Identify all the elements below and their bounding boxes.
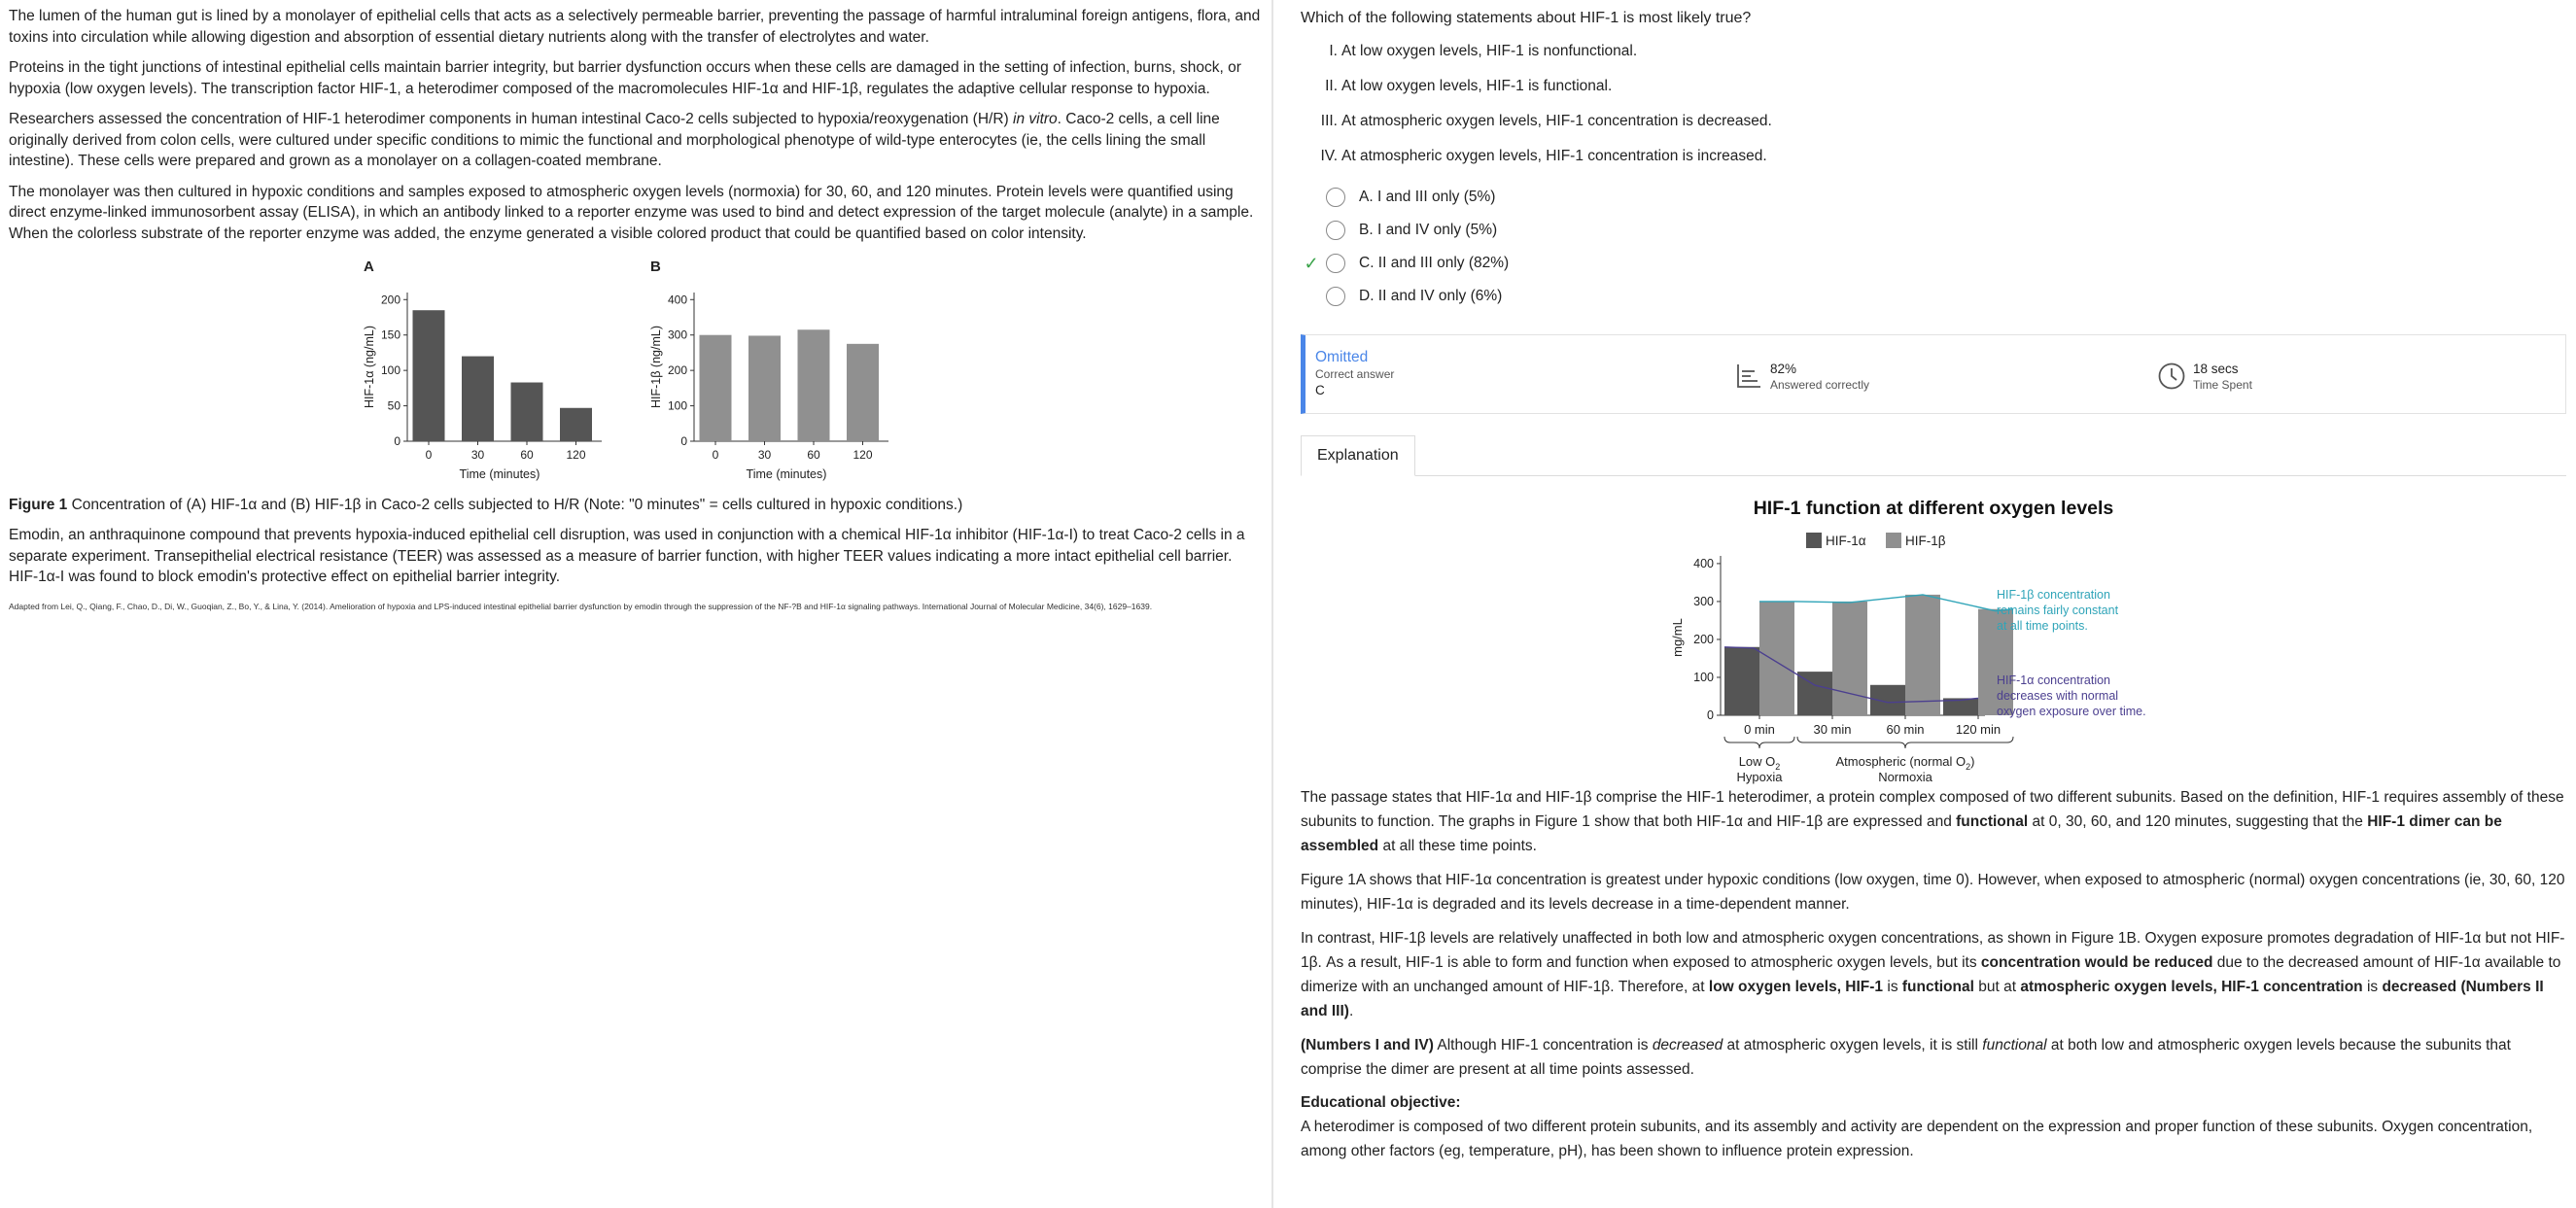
- omitted-status: Omitted: [1315, 349, 1369, 365]
- answer-choices: [1301, 181, 2566, 313]
- bar-hif1-alpha: [1724, 647, 1759, 715]
- educational-objective-text: A heterodimer is composed of two different protein subunits, and its assembly and activity are dependent on the expression and proper function of these subunits. Oxygen concentration, among other factors (eg, temperature, pH), has been shown to influence protein expression.: [1301, 1119, 2533, 1159]
- y-tick-label: 100: [667, 398, 687, 413]
- question-pane[interactable]: [1273, 0, 2576, 1208]
- group-label-normoxia-o2: Atmospheric (normal $O_2$): [1835, 754, 1975, 772]
- y-tick-label: 200: [1693, 632, 1714, 646]
- passage-text: Researchers assessed the concentration of HIF-1 heterodimer components in human intestinal Caco-2 cells subjected to hypoxia/reoxygenation (H/R): [9, 111, 1013, 127]
- bar: [847, 344, 879, 441]
- y-axis-label: HIF-1β (ng/mL): [649, 326, 663, 408]
- explanation-text: at 0, 30, 60, and 120 minutes, suggesting that the: [2028, 813, 2368, 830]
- bar-chart-icon: [1733, 361, 1764, 392]
- statement-number: IV.: [1320, 148, 1338, 164]
- checkmark-icon: ✓: [1304, 254, 1319, 273]
- group-label-normoxia: Normoxia: [1878, 770, 1932, 784]
- x-tick-label: 0: [425, 448, 433, 462]
- answer-choice-b[interactable]: [1301, 214, 2566, 247]
- passage-paragraph-4: The monolayer was then cultured in hypoxic conditions and samples exposed to atmospheric oxygen levels (normoxia) for 30, 60, and 120 minutes. Protein levels were quantified using direct enzyme-linked immunosorbent assay (ELISA), in which an antibody linked to a reporter enzyme was used to bind and detect expression of the target molecule (analyte) in a sample. When the colorless substrate of the reporter enzyme was added, the enzyme generated a visible colored product that could be quantified based on color intensity.: [9, 183, 1254, 242]
- question-stem: Which of the following statements about HIF-1 is most likely true?: [1301, 10, 1752, 26]
- explanation-text: is: [2362, 979, 2383, 995]
- statement-number: III.: [1320, 113, 1338, 129]
- time-spent-label: Time Spent: [2193, 378, 2252, 392]
- tab-bar: [1301, 433, 2566, 476]
- explanation-text: due to the decreased amount of HIF-1α available to dimerize with an unchanged amount of HIF-1β. Therefore, at: [1301, 954, 2561, 995]
- legend-label: HIF-1β: [1905, 534, 1946, 548]
- educational-objective-title: Educational objective:: [1301, 1094, 1461, 1111]
- beta-annotation-line: remains fairly constant: [1997, 604, 2119, 617]
- hypoxia-bracket: [1724, 737, 1794, 748]
- y-tick-label: 200: [380, 293, 400, 307]
- x-tick-label: 60 min: [1886, 722, 1925, 737]
- correct-mark-placeholder: [1301, 221, 1322, 240]
- legend-swatch: [1886, 533, 1901, 548]
- figure-caption-text: Concentration of (A) HIF-1α and (B) HIF-1β in Caco-2 cells subjected to H/R (Note: "0 minutes" = cells cultured in hypoxic conditions.): [67, 497, 963, 513]
- explanation-bold: decreased (Numbers II and III): [1301, 979, 2544, 1019]
- explanation-paragraph-4: [1301, 1033, 2569, 1082]
- statement-number: II.: [1325, 78, 1338, 94]
- explanation-text: .: [1348, 1003, 1354, 1019]
- explanation-text: is: [1883, 979, 1902, 995]
- passage-pane[interactable]: [0, 0, 1271, 1208]
- explanation-chart: [1301, 494, 2566, 785]
- explanation-paragraph-2: Figure 1A shows that HIF-1α concentration is greatest under hypoxic conditions (low oxygen, time 0). However, when exposed to atmospheric (normal) oxygen concentrations (ie, 30, 60, 120 minutes), HIF-1α is degraded and its levels decrease in a time-dependent manner.: [1301, 872, 2565, 913]
- answer-choice-a[interactable]: [1301, 181, 2566, 214]
- explanation-text: In contrast, HIF-1β levels are relatively unaffected in both low and atmospheric oxygen concentrations, as shown in Figure 1B. Oxygen exposure promotes degradation of HIF-1α but not HIF-1β. As a result, HIF-1 is able to form and function when exposed to atmospheric oxygen levels, but its: [1301, 930, 2565, 971]
- y-tick-label: 400: [667, 293, 687, 307]
- explanation-bold: (Numbers I and IV): [1301, 1037, 1434, 1053]
- statement-text: At atmospheric oxygen levels, HIF-1 concentration is increased.: [1341, 148, 1767, 164]
- explanation-text: at both low and atmospheric oxygen levels because the subunits that comprise the dimer are present at all time points assessed.: [1301, 1037, 2511, 1078]
- explanation-bold: functional: [1901, 979, 1974, 995]
- alpha-annotation-line: HIF-1α concentration: [1997, 673, 2110, 687]
- copyright-label: [1672, 784, 1714, 785]
- y-tick-label: 0: [680, 434, 687, 448]
- explanation-bold: functional: [1956, 813, 2029, 830]
- y-tick-label: 400: [1693, 556, 1714, 570]
- x-tick-label: 30 min: [1813, 722, 1852, 737]
- panel-letter: A: [364, 259, 374, 275]
- percent-correct-stat: [1733, 361, 1869, 438]
- explanation-bold: low oxygen levels, HIF-1: [1708, 979, 1884, 995]
- x-tick-label: 0 min: [1744, 722, 1775, 737]
- answer-choice-d[interactable]: [1301, 280, 2566, 313]
- correct-mark-placeholder: [1301, 287, 1322, 306]
- bar: [748, 335, 781, 441]
- explanation-bold: atmospheric oxygen levels, HIF-1 concentration: [2020, 979, 2363, 995]
- group-label-hypoxia: Hypoxia: [1736, 770, 1783, 784]
- passage-paragraph-1: The lumen of the human gut is lined by a monolayer of epithelial cells that acts as a selectively permeable barrier, preventing the passage of harmful intraluminal foreign antigens, flora, and toxins into circulation while allowing digestion and absorption of essential dietary nutrients along with the transfer of electrolytes and water.: [9, 8, 1261, 46]
- alpha-annotation-line: oxygen exposure over time.: [1997, 705, 2146, 718]
- explanation-text: at all these time points.: [1378, 838, 1537, 854]
- y-axis-label: mg/mL: [1670, 618, 1685, 657]
- explanation-italic: decreased: [1652, 1037, 1723, 1053]
- answer-stats-bar: [1301, 334, 2566, 414]
- bar: [462, 357, 494, 441]
- x-tick-label: 60: [807, 448, 820, 462]
- tab-explanation[interactable]: Explanation: [1301, 435, 1415, 476]
- bar-hif1-beta: [1905, 595, 1940, 715]
- figure-caption-label: Figure 1: [9, 497, 68, 513]
- passage-paragraph-3: [9, 109, 1264, 172]
- statement-text: At atmospheric oxygen levels, HIF-1 concentration is decreased.: [1341, 113, 1772, 129]
- panel-letter: B: [650, 259, 661, 275]
- time-spent-stat: [2156, 361, 2252, 438]
- x-tick-label: 0: [712, 448, 719, 462]
- answer-choice-label: B. I and IV only (5%): [1359, 222, 1498, 238]
- omitted-stat: [1315, 349, 1394, 427]
- bar: [511, 383, 543, 441]
- legend-swatch: [1806, 533, 1822, 548]
- bar: [798, 329, 830, 441]
- x-tick-label: 30: [470, 448, 485, 462]
- y-tick-label: 100: [1693, 670, 1714, 684]
- citation: Adapted from Lei, Q., Qiang, F., Chao, D., Di, W., Guoqian, Z., Bo, Y., & Lina, Y. (2014). Amelioration of hypoxia and LPS-induced intestinal epithelial barrier dysfunction by emodin through the suppression of the NF-?B and HIF-1α signaling pathways. International Journal of Molecular Medicine, 34(6), 1629–1639.: [9, 601, 1153, 611]
- figure-1: [9, 254, 1271, 487]
- figure-1-charts: [9, 254, 981, 487]
- x-tick-label: 30: [757, 448, 772, 462]
- radio-button[interactable]: [1326, 287, 1345, 306]
- x-axis-label: Time (minutes): [746, 467, 827, 481]
- correct-mark-placeholder: [1301, 188, 1322, 207]
- answer-choice-label: A. I and III only (5%): [1359, 189, 1496, 205]
- explanation-bold: concentration would be reduced: [1980, 954, 2213, 971]
- explanation-text: Although HIF-1 concentration is: [1433, 1037, 1653, 1053]
- statement-item: [1301, 111, 2566, 132]
- bar: [413, 310, 445, 441]
- beta-annotation-line: at all time points.: [1997, 619, 2088, 633]
- clock-icon: [2156, 361, 2187, 392]
- time-spent-value: 18 secs: [2193, 362, 2239, 376]
- y-tick-label: 300: [667, 328, 687, 342]
- y-tick-label: 200: [667, 363, 687, 378]
- x-tick-label: 120: [853, 448, 873, 462]
- y-axis-label: HIF-1α (ng/mL): [363, 325, 376, 409]
- statement-number: I.: [1329, 43, 1338, 59]
- y-tick-label: 300: [1693, 594, 1714, 608]
- x-axis-label: Time (minutes): [459, 467, 540, 481]
- passage-text: . Caco-2 cells, a cell line originally derived from colon cells, were cultured under specific conditions to mimic the functional and morphological phenotype of wild-type enterocytes (ie, the cells lining the small intestine). These cells were prepared and grown as a monolayer on a collagen-coated membrane.: [9, 111, 1220, 169]
- percent-correct-label: Answered correctly: [1770, 378, 1870, 392]
- radio-button[interactable]: [1326, 188, 1345, 207]
- bar: [700, 335, 732, 441]
- passage-italic-text: in vitro: [1013, 111, 1058, 127]
- statement-item: [1301, 76, 2566, 97]
- statement-text: At low oxygen levels, HIF-1 is functional.: [1341, 78, 1613, 94]
- statement-item: [1301, 146, 2566, 167]
- radio-button[interactable]: [1326, 254, 1345, 273]
- explanation-bold: HIF-1 dimer can be assembled: [1301, 813, 2502, 854]
- answer-choice-label: D. II and IV only (6%): [1359, 288, 1503, 304]
- hif1-beta-trend-line: [1759, 595, 2013, 611]
- answer-choice-c[interactable]: [1301, 247, 2566, 280]
- normoxia-bracket: [1797, 737, 2013, 748]
- explanation-paragraph-1: [1301, 785, 2569, 858]
- y-tick-label: 0: [1707, 708, 1714, 722]
- alpha-annotation-line: decreases with normal: [1997, 689, 2119, 703]
- explanation-italic: functional: [1982, 1037, 2047, 1053]
- x-tick-label: 60: [520, 448, 534, 462]
- statement-list: [1301, 41, 2566, 167]
- y-tick-label: 0: [394, 434, 400, 448]
- bar-hif1-beta: [1832, 602, 1867, 715]
- figure-caption: [9, 495, 1264, 515]
- explanation-paragraph-3: [1301, 926, 2569, 1023]
- explanation-text: at atmospheric oxygen levels, it is still: [1723, 1037, 1983, 1053]
- group-label-hypoxia-o2: Low $O_2$: [1738, 754, 1781, 772]
- radio-button[interactable]: [1326, 221, 1345, 240]
- chart-title: HIF-1 function at different oxygen levels: [1753, 498, 2114, 519]
- correct-answer-label: Correct answer: [1315, 367, 1395, 381]
- x-tick-label: 120 min: [1955, 722, 2002, 737]
- statement-item: [1301, 41, 2566, 62]
- passage-paragraph-5: Emodin, an anthraquinone compound that prevents hypoxia-induced epithelial cell disruption, was used in conjunction with a chemical HIF-1α inhibitor (HIF-1α-I) to treat Caco-2 cells in a separate experiment. Transepithelial electrical resistance (TEER) was assessed as a measure of barrier function, with higher TEER values indicating a more intact epithelial cell barrier. HIF-1α-I was found to block emodin's protective effect on epithelial barrier integrity.: [9, 527, 1245, 585]
- percent-correct-value: 82%: [1770, 362, 1797, 376]
- bar-hif1-beta: [1759, 602, 1794, 715]
- explanation-text: but at: [1973, 979, 2021, 995]
- y-tick-label: 150: [380, 328, 400, 342]
- bar: [560, 408, 592, 441]
- x-tick-label: 120: [566, 448, 586, 462]
- explanation-figure: [1301, 494, 2566, 785]
- statement-text: At low oxygen levels, HIF-1 is nonfunctional.: [1341, 43, 1638, 59]
- y-tick-label: 100: [380, 363, 400, 378]
- correct-answer-value: C: [1315, 383, 1325, 397]
- passage-paragraph-2: Proteins in the tight junctions of intestinal epithelial cells maintain barrier integrity, but barrier dysfunction occurs when these cells are damaged in the setting of infection, burns, shock, or hypoxia (low oxygen levels). The transcription factor HIF-1, a heterodimer composed of the macromolecules HIF-1α and HIF-1β, regulates the adaptive cellular response to hypoxia.: [9, 59, 1241, 97]
- y-tick-label: 50: [387, 398, 400, 413]
- legend-label: HIF-1α: [1826, 534, 1866, 548]
- answer-choice-label: C. II and III only (82%): [1359, 255, 1510, 271]
- explanation-text: The passage states that HIF-1α and HIF-1β comprise the HIF-1 heterodimer, a protein complex composed of two different subunits. Based on the definition, HIF-1 requires assembly of these subunits to function. The graphs in Figure 1 show that both HIF-1α and HIF-1β are expressed and: [1301, 789, 2564, 830]
- beta-annotation-line: HIF-1β concentration: [1997, 588, 2110, 602]
